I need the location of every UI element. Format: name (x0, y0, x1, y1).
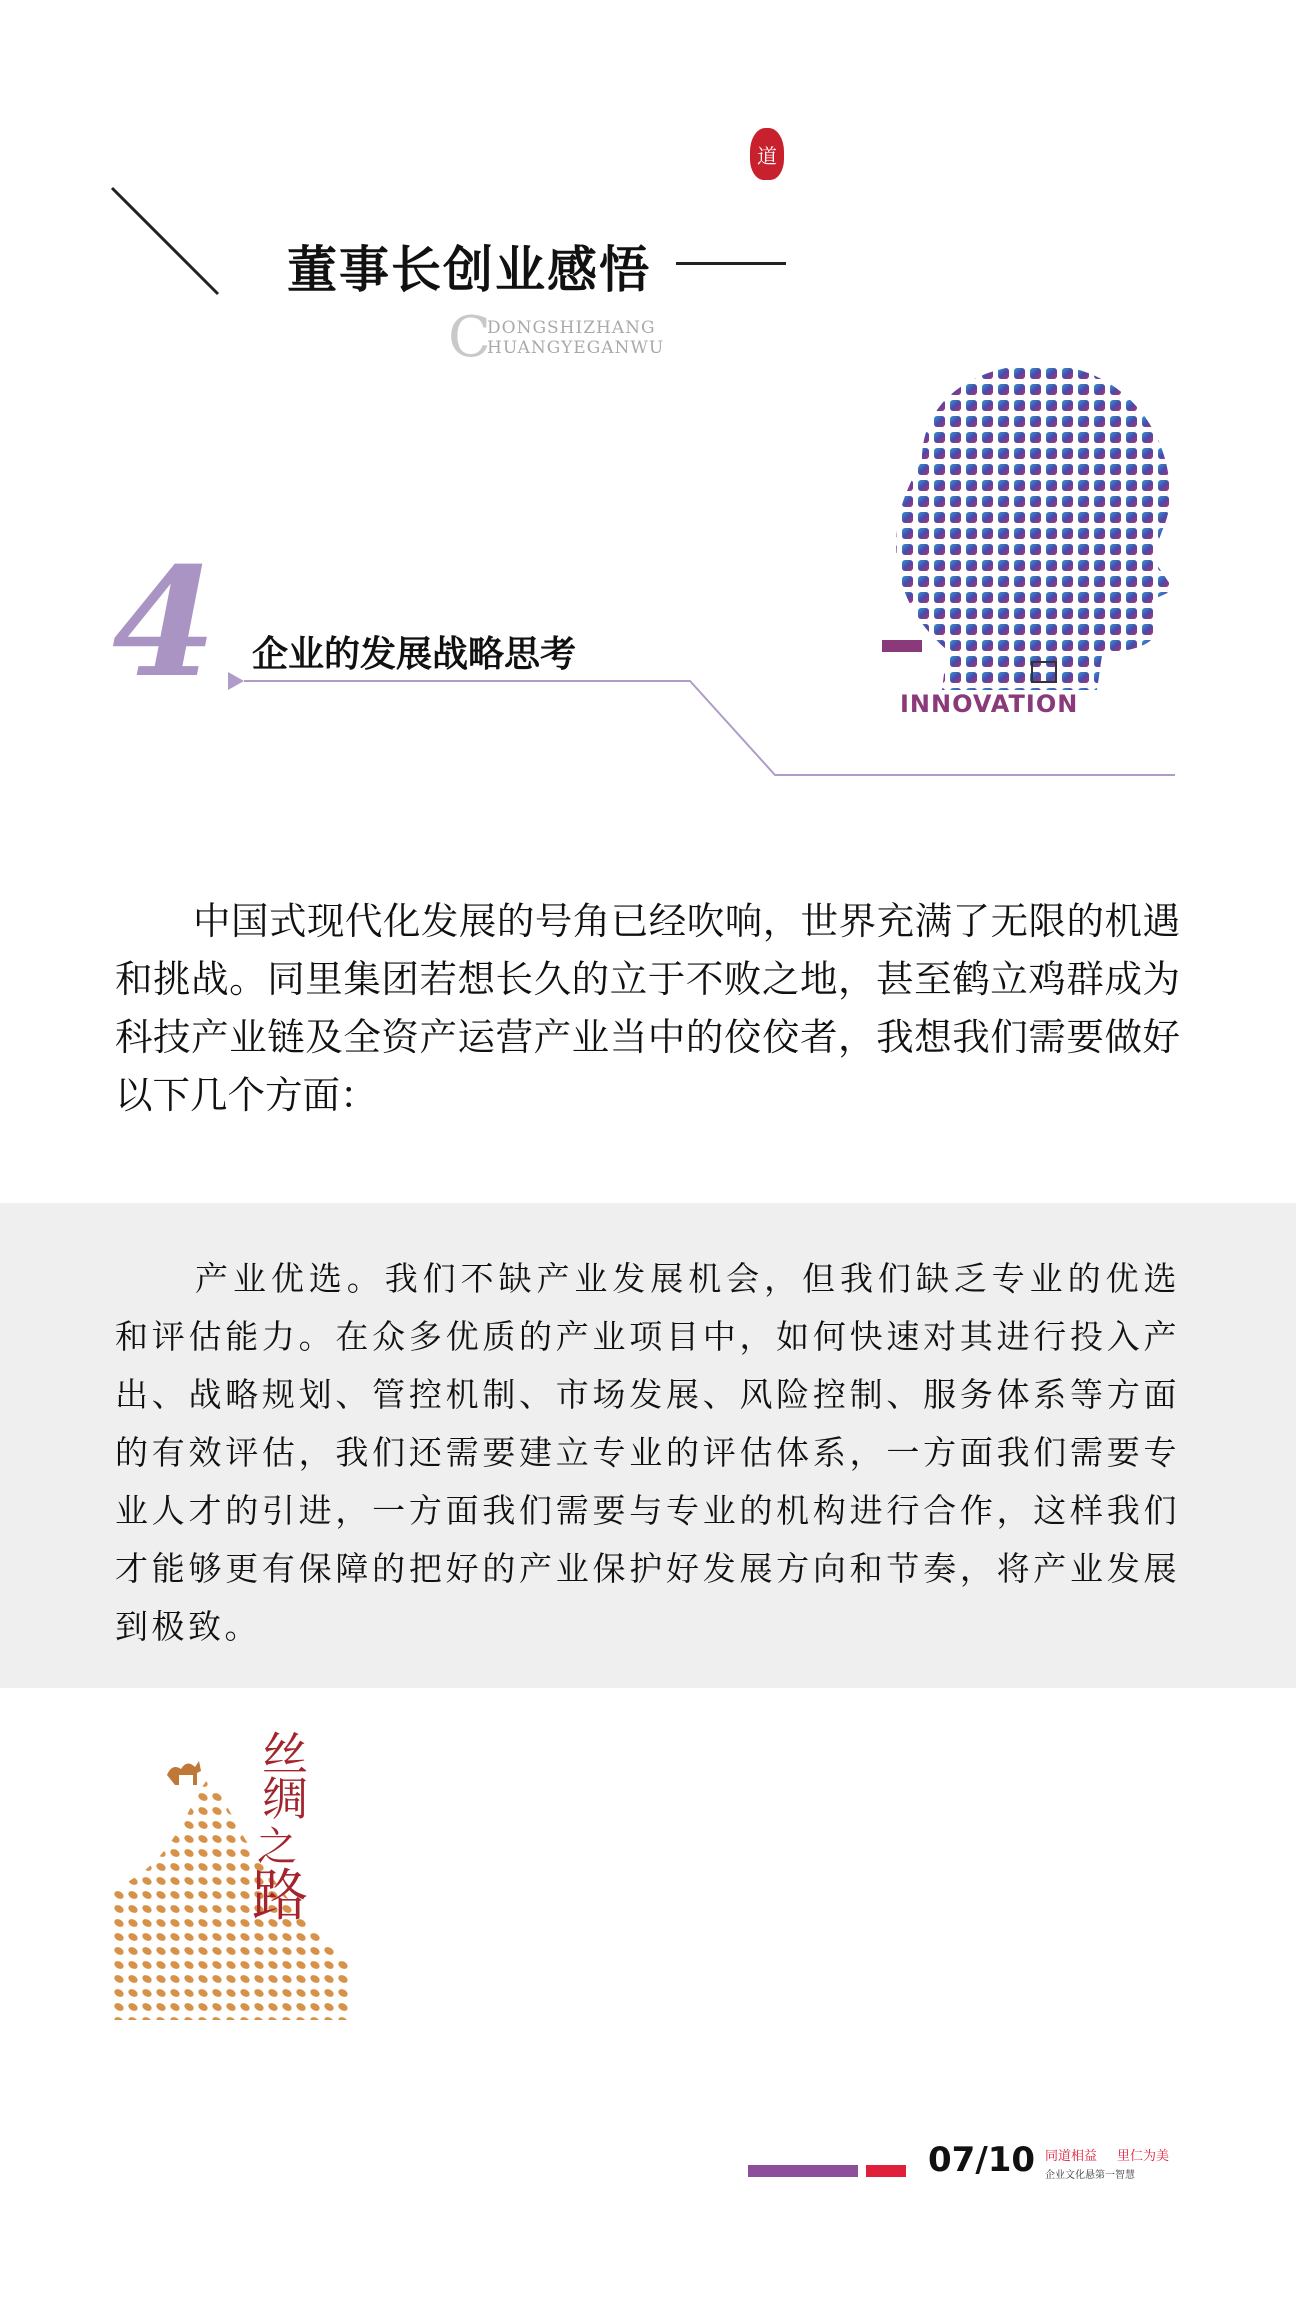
silk-road-title-4: 路 (252, 1864, 308, 1929)
silk-road-illustration (112, 1720, 352, 2020)
footer-subtitle: 企业文化悬第一智慧 (1045, 2170, 1135, 2181)
page-title: 董事长创业感悟 (287, 240, 651, 299)
section-heading: 企业的发展战略思考 (252, 634, 577, 675)
section-number: 4 (112, 535, 217, 711)
intro-paragraph: 中国式现代化发展的号角已经吹响，世界充满了无限的机遇和挑战。同里集团若想长久的立于不败之地，甚至鹤立鸡群成为科技产业链及全资产运营产业当中的佼佼者，我想我们需要做好以下几个方面： (115, 899, 1180, 1117)
footer-slogan-a: 同道相益 (1045, 2149, 1098, 2164)
silk-road-title-3: 之 (257, 1824, 297, 1870)
point-paragraph: 产业优选。我们不缺产业发展机会，但我们缺乏专业的优选和评估能力。在众多优质的产业项目中，如何快速对其进行投入产出、战略规划、管控机制、市场发展、风险控制、服务体系等方面的有效评估，我们还需要建立专业的评估体系，一方面我们需要专业人才的引进，一方面我们需要与专业的机构进行合作，这样我们才能够更有保障的把好的产业保护好发展方向和节奏，将产业发展到极致。 (115, 1259, 1180, 1646)
pinyin-line-1: DONGSHIZHANG (487, 318, 656, 338)
illustration-caption: INNOVATION (900, 690, 1079, 718)
seal-text: 道 (757, 143, 777, 168)
silk-road-title-2: 绸 (262, 1772, 308, 1826)
footer-bar-red (866, 2165, 906, 2177)
section-underline (0, 0, 1296, 800)
footer-slogan-b: 里仁为美 (1117, 2149, 1170, 2164)
footer-bar-purple (748, 2165, 858, 2177)
page-number: 07/10 (928, 2140, 1036, 2180)
silk-road-title-1: 丝 (262, 1727, 308, 1781)
pinyin-line-2: HUANGYEGANWU (487, 338, 665, 358)
pinyin-initial: C (448, 305, 491, 370)
